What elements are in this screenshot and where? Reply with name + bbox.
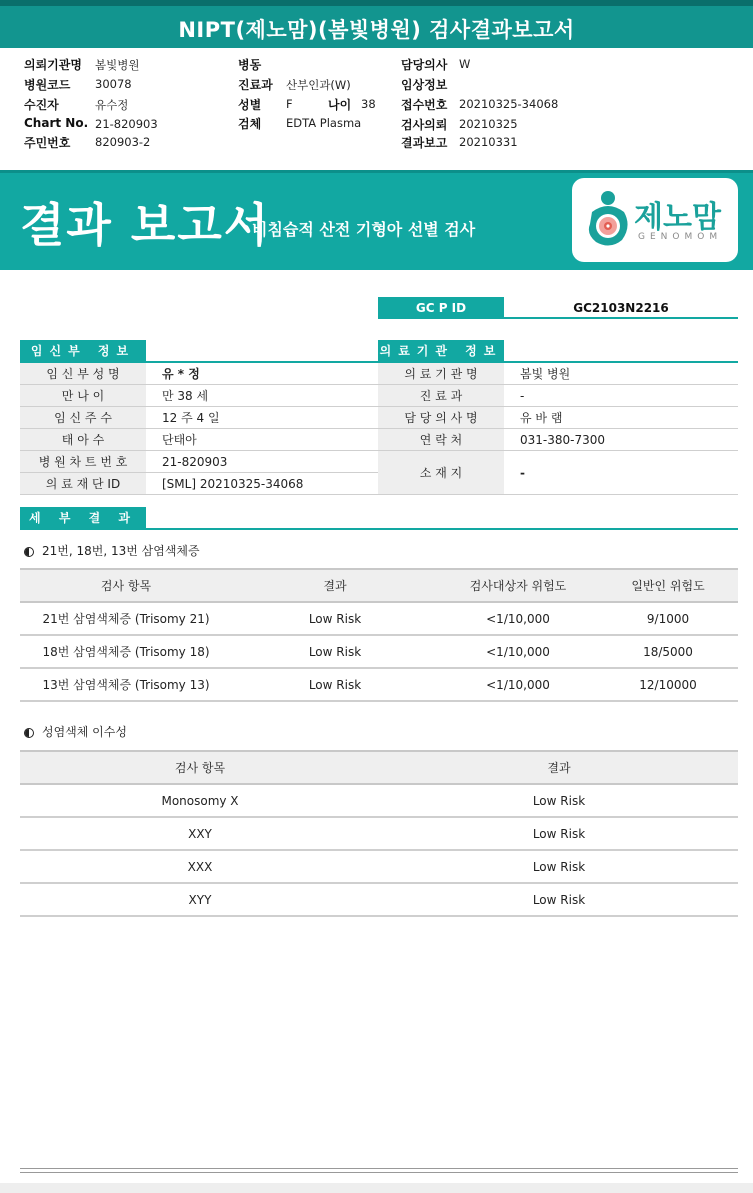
meta-value: 820903-2 — [95, 135, 151, 149]
meta-value: 21-820903 — [95, 117, 158, 131]
meta-label: 의뢰기관명 — [24, 58, 82, 72]
gcp-id-value: GC2103N2216 — [504, 297, 738, 319]
institution-info-table — [378, 363, 738, 495]
info-label: 진 료 과 — [378, 385, 504, 407]
table-row — [20, 784, 738, 817]
info-value: 12 주 4 일 — [146, 407, 378, 429]
meta-label: 검사의뢰 — [401, 118, 448, 132]
sex-chromosome-subtitle-text: 성염색체 이수성 — [42, 725, 127, 739]
table-header-row — [20, 569, 738, 602]
half-circle-icon — [24, 728, 34, 738]
report-header-title: NIPT(제노맘)(봄빛병원) 검사결과보고서 — [178, 18, 575, 42]
table-cell: XXY — [20, 817, 380, 850]
info-label: 태 아 수 — [20, 429, 146, 451]
meta-value: 38 — [361, 97, 376, 111]
table-row — [20, 363, 378, 385]
table-cell: 9/1000 — [598, 602, 738, 635]
info-value: - — [504, 451, 738, 495]
info-value: 단태아 — [146, 429, 378, 451]
genomom-logo — [572, 178, 738, 262]
patient-meta — [0, 54, 753, 164]
table-row — [20, 451, 378, 473]
institution-info-heading: 의료기관 정보 — [378, 340, 504, 362]
logo-text: 제노맘 — [634, 200, 721, 235]
info-label: 담 당 의 사 명 — [378, 407, 504, 429]
table-cell: Low Risk — [380, 850, 738, 883]
logo-subtext: GENOMOM — [638, 232, 723, 242]
meta-value: 유수정 — [95, 98, 129, 112]
table-cell: <1/10,000 — [438, 635, 598, 668]
details-heading: 세 부 결 과 — [20, 507, 146, 529]
meta-value: 20210325 — [459, 117, 518, 131]
column-header: 검사 항목 — [20, 751, 380, 784]
column-header: 검사 항목 — [20, 569, 232, 602]
table-header-row — [20, 751, 738, 784]
table-cell: XYY — [20, 883, 380, 916]
info-label: 연 락 처 — [378, 429, 504, 451]
meta-value: 30078 — [95, 77, 132, 91]
meta-label: 주민번호 — [24, 136, 71, 150]
table-cell: XXX — [20, 850, 380, 883]
meta-label: 성별 — [238, 98, 262, 112]
meta-value: EDTA Plasma — [286, 116, 362, 130]
meta-value: F — [286, 97, 293, 111]
section-divider — [20, 528, 738, 530]
column-header: 일반인 위험도 — [598, 569, 738, 602]
sex-chromosome-subtitle — [24, 723, 127, 740]
meta-label: 진료과 — [238, 78, 273, 92]
table-row — [20, 668, 738, 701]
meta-label: 임상정보 — [401, 78, 448, 92]
meta-label: 나이 — [328, 98, 352, 112]
meta-label: 담당의사 — [401, 58, 448, 72]
table-cell: Low Risk — [380, 883, 738, 916]
table-cell: <1/10,000 — [438, 602, 598, 635]
table-row — [20, 602, 738, 635]
table-row — [378, 385, 738, 407]
info-value: - — [504, 385, 738, 407]
info-value: 031-380-7300 — [504, 429, 738, 451]
footer-bar — [0, 1183, 753, 1193]
table-row — [20, 635, 738, 668]
table-row — [20, 883, 738, 916]
table-row — [20, 473, 378, 495]
mother-baby-icon — [586, 190, 632, 248]
banner-subtitle: 비침습적 산전 기형아 선별 검사 — [252, 220, 476, 239]
table-row — [378, 429, 738, 451]
table-cell: <1/10,000 — [438, 668, 598, 701]
info-value: 유 바 램 — [504, 407, 738, 429]
table-cell: Low Risk — [232, 635, 438, 668]
table-row — [20, 385, 378, 407]
pregnant-info-table — [20, 363, 378, 495]
info-value: 만 38 세 — [146, 385, 378, 407]
banner-title: 결과 보고서 — [20, 198, 271, 252]
meta-value: W — [459, 57, 471, 71]
table-cell: 21번 삼염색체증 (Trisomy 21) — [20, 602, 232, 635]
table-cell: 12/10000 — [598, 668, 738, 701]
info-label: 의 료 기 관 명 — [378, 363, 504, 385]
table-row — [20, 429, 378, 451]
info-label: 병 원 차 트 번 호 — [20, 451, 146, 473]
table-row — [20, 850, 738, 883]
table-cell: Low Risk — [380, 817, 738, 850]
table-row — [20, 407, 378, 429]
meta-value: 20210325-34068 — [459, 97, 559, 111]
footer-rule — [20, 1168, 738, 1169]
meta-value: 20210331 — [459, 135, 518, 149]
meta-label: Chart No. — [24, 116, 89, 130]
meta-value: 산부인과(W) — [286, 78, 351, 92]
table-cell: 18/5000 — [598, 635, 738, 668]
table-cell: Low Risk — [380, 784, 738, 817]
table-cell: 18번 삼염색체증 (Trisomy 18) — [20, 635, 232, 668]
report-header-bar — [0, 0, 753, 48]
meta-label: 병원코드 — [24, 78, 71, 92]
meta-label: 검체 — [238, 117, 262, 131]
info-value: 21-820903 — [146, 451, 378, 473]
info-label: 의 료 재 단 ID — [20, 473, 146, 495]
column-header: 검사대상자 위험도 — [438, 569, 598, 602]
meta-label: 결과보고 — [401, 136, 448, 150]
info-label: 소 재 지 — [378, 451, 504, 495]
trisomy-table — [20, 568, 738, 702]
table-cell: Monosomy X — [20, 784, 380, 817]
meta-label: 수진자 — [24, 98, 59, 112]
table-cell: Low Risk — [232, 602, 438, 635]
meta-label: 병동 — [238, 58, 262, 72]
info-value: 유 * 정 — [146, 363, 378, 385]
table-cell: Low Risk — [232, 668, 438, 701]
trisomy-subtitle — [24, 542, 200, 559]
table-row — [20, 817, 738, 850]
pregnant-info-heading: 임신부 정보 — [20, 340, 146, 362]
info-label: 임 신 주 수 — [20, 407, 146, 429]
column-header: 결과 — [380, 751, 738, 784]
gcp-id-label: GC P ID — [378, 297, 504, 319]
table-row — [378, 363, 738, 385]
column-header: 결과 — [232, 569, 438, 602]
half-circle-icon — [24, 547, 34, 557]
meta-value: 봄빛병원 — [95, 58, 140, 72]
info-label: 임 신 부 성 명 — [20, 363, 146, 385]
result-banner — [0, 170, 753, 270]
info-value: 봄빛 병원 — [504, 363, 738, 385]
info-label: 만 나 이 — [20, 385, 146, 407]
trisomy-subtitle-text: 21번, 18번, 13번 삼염색체증 — [42, 544, 200, 558]
meta-label: 접수번호 — [401, 98, 448, 112]
gcp-id-box — [378, 297, 738, 321]
table-row — [378, 407, 738, 429]
table-row — [378, 451, 738, 495]
footer-rule — [20, 1172, 738, 1173]
info-value: [SML] 20210325-34068 — [146, 473, 378, 495]
sex-chromosome-table — [20, 750, 738, 917]
table-cell: 13번 삼염색체증 (Trisomy 13) — [20, 668, 232, 701]
